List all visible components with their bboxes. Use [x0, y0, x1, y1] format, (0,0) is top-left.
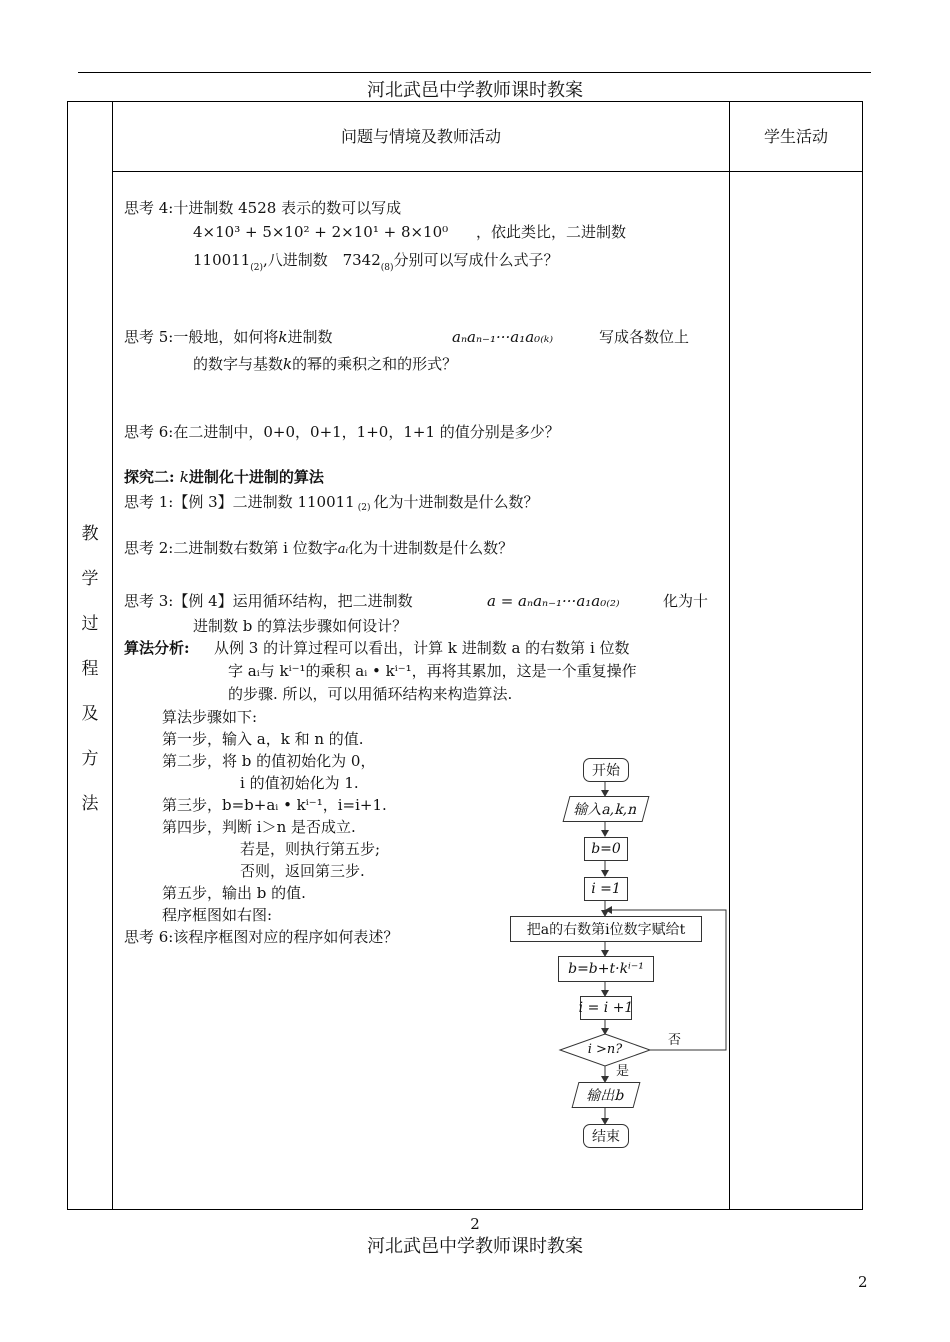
step-2: 第二步，将 b 的值初始化为 0， [162, 752, 376, 770]
think5-line1: 思考 5:一般地，如何将k进制数 [124, 328, 333, 346]
flow-output: 输出b [572, 1082, 641, 1108]
analysis-line1: 从例 3 的计算过程可以看出，计算 k 进制数 a 的右数第 i 位数 [214, 639, 630, 657]
flow-b-init: b=0 [584, 837, 628, 861]
flow-update-b: b=b+t·kⁱ⁻¹ [558, 956, 654, 982]
side-label: 教 学 过 程 及 方 法 [81, 524, 99, 814]
think5-expression: aₙaₙ₋₁···a₁a₀₍ₖ₎ [452, 328, 554, 346]
explore2-heading: 探究二: k进制化十进制的算法 [124, 468, 324, 486]
analysis-line3: 的步骤. 所以，可以用循环结构来构造算法. [228, 685, 513, 703]
think6-program: 思考 6:该程序框图对应的程序如何表述？ [124, 928, 399, 946]
think5-line2: 的数字与基数k的幂的乘积之和的形式？ [193, 355, 458, 373]
think6: 思考 6:在二进制中，0+0，0+1，1+0，1+1 的值分别是多少？ [124, 423, 560, 441]
think4-line3: $110011_{(2)}$,八进制数 $7342_{(8)}$分别可以写成什么式子？ [193, 251, 559, 273]
step-4-no: 否则，返回第三步. [240, 862, 365, 880]
step-3: 第三步，b=b+aᵢ • kⁱ⁻¹，i=i+1. [162, 796, 387, 814]
think4-expression: 4×10³ + 5×10² + 2×10¹ + 8×10⁰ [193, 223, 449, 241]
page-footer-title: 河北武邑中学教师课时教案 [367, 1236, 583, 1257]
flow-update-i: i = i +1 [580, 996, 632, 1020]
flow-assign-t: 把a的右数第i位数字赋给t [510, 916, 702, 942]
step-4: 第四步，判断 i＞n 是否成立. [162, 818, 356, 836]
steps-intro: 算法步骤如下: [162, 708, 258, 726]
flow-i-init: i =1 [584, 877, 628, 901]
flow-end: 结束 [583, 1124, 629, 1148]
think4-line1: 思考 4:十进制数 4528 表示的数可以写成 [124, 199, 402, 217]
think5-line1-tail: 写成各数位上 [599, 328, 690, 346]
table-page-number: 2 [470, 1215, 480, 1233]
question3-expression: a = aₙaₙ₋₁···a₁a₀₍₂₎ [487, 592, 620, 610]
flow-yes-label: 是 [616, 1064, 630, 1079]
flow-start: 开始 [583, 758, 629, 782]
think4-line2-tail: ，依此类比，二进制数 [476, 223, 627, 241]
analysis-label: 算法分析: [124, 639, 190, 657]
column-header-student: 学生活动 [763, 127, 828, 146]
analysis-line2: 字 aᵢ与 kⁱ⁻¹的乘积 aᵢ • kⁱ⁻¹，再将其累加，这是一个重复操作 [228, 662, 637, 680]
step-5: 第五步，输出 b 的值. [162, 884, 306, 902]
column-header-main: 问题与情境及教师活动 [340, 127, 501, 146]
flow-input: 输入a,k,n [563, 796, 650, 822]
question2: 思考 2:二进制数右数第 i 位数字aᵢ化为十进制数是什么数？ [124, 539, 514, 557]
page-header-title: 河北武邑中学教师课时教案 [367, 80, 583, 101]
question3-line1: 思考 3:【例 4】运用循环结构，把二进制数 [124, 592, 413, 610]
steps-figure-note: 程序框图如右图: [162, 906, 273, 924]
flow-condition: i >n? [587, 1042, 623, 1057]
flow-no-label: 否 [668, 1033, 682, 1048]
header-rule [78, 72, 871, 73]
question3-line2: 进制数 b 的算法步骤如何设计？ [193, 617, 408, 635]
page-number: 2 [858, 1273, 868, 1291]
step-4-yes: 若是，则执行第五步; [240, 840, 381, 858]
step-2-cont: i 的值初始化为 1. [240, 774, 359, 792]
step-1: 第一步，输入 a，k 和 n 的值. [162, 730, 364, 748]
question1: 思考 1:【例 3】二进制数 110011 $_{(2)}$ 化为十进制数是什么数？ [124, 493, 539, 513]
question3-line1-tail: 化为十 [663, 592, 709, 610]
